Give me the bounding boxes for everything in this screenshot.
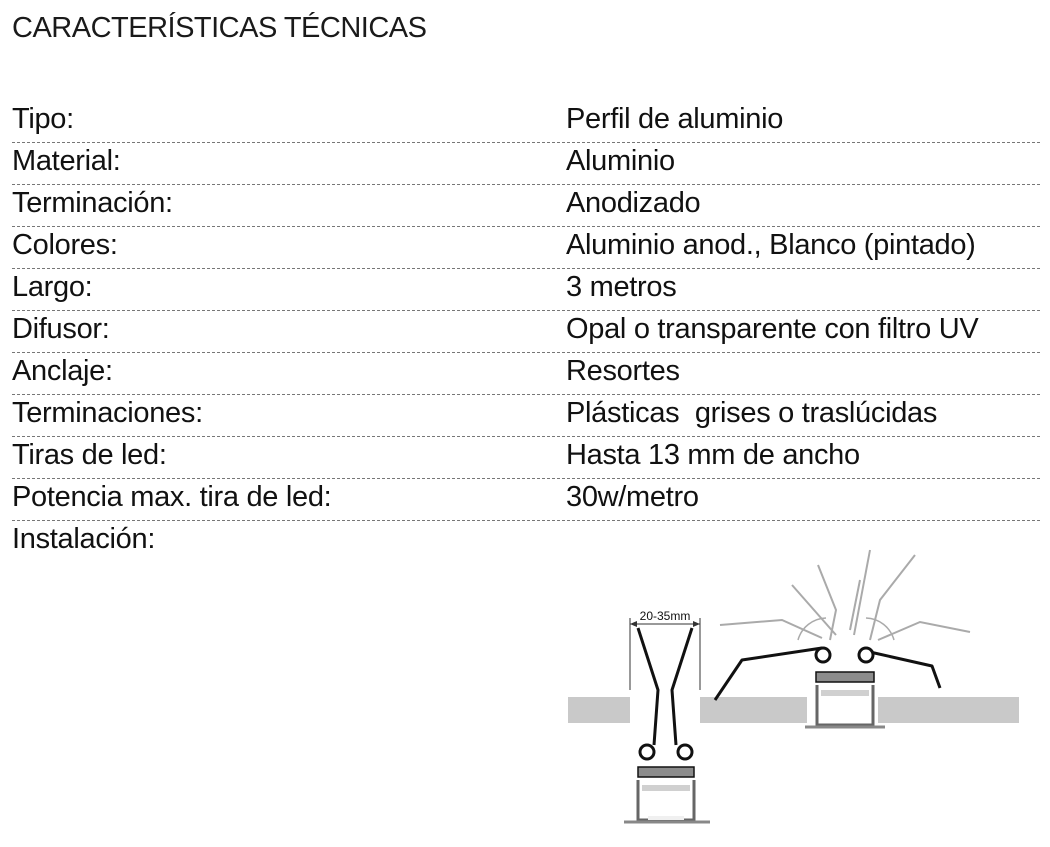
spec-label: Material: xyxy=(12,145,121,177)
spec-value: Perfil de aluminio xyxy=(566,103,784,135)
spec-label: Terminación: xyxy=(12,187,173,219)
spec-row-terminacion xyxy=(12,185,1040,227)
profile-installed-drawing xyxy=(700,550,1019,727)
spec-label: Anclaje: xyxy=(12,355,113,387)
spec-value: Aluminio xyxy=(566,145,675,177)
spec-label: Tiras de led: xyxy=(12,439,167,471)
spec-row-tipo xyxy=(12,101,1040,143)
spec-row-material xyxy=(12,143,1040,185)
spec-label: Difusor: xyxy=(12,313,110,345)
spec-value: Anodizado xyxy=(566,187,701,219)
spec-label: Instalación: xyxy=(12,523,156,555)
page-title: CARACTERÍSTICAS TÉCNICAS xyxy=(12,12,427,44)
spec-value: Opal o transparente con filtro UV xyxy=(566,313,979,345)
spec-row-colores xyxy=(12,227,1040,269)
spec-row-tiras-de-led xyxy=(12,437,1040,479)
spec-row-potencia xyxy=(12,479,1040,521)
spec-label: Largo: xyxy=(12,271,93,303)
spec-label: Terminaciones: xyxy=(12,397,203,429)
spec-row-anclaje xyxy=(12,353,1040,395)
spec-value: Aluminio anod., Blanco (pintado) xyxy=(566,229,976,261)
spec-value: 30w/metro xyxy=(566,481,699,513)
spec-table xyxy=(12,101,1040,562)
spec-row-terminaciones xyxy=(12,395,1040,437)
spec-row-difusor xyxy=(12,311,1040,353)
spec-label: Potencia max. tira de led: xyxy=(12,481,332,513)
dimension-label: 20-35mm xyxy=(639,609,691,623)
spec-value: Resortes xyxy=(566,355,680,387)
spec-value: Hasta 13 mm de ancho xyxy=(566,439,860,471)
installation-diagram xyxy=(560,540,1030,840)
spec-label: Colores: xyxy=(12,229,118,261)
spec-row-largo xyxy=(12,269,1040,311)
spec-label: Tipo: xyxy=(12,103,74,135)
spec-value: Plásticas grises o traslúcidas xyxy=(566,397,938,429)
spec-value: 3 metros xyxy=(566,271,677,303)
